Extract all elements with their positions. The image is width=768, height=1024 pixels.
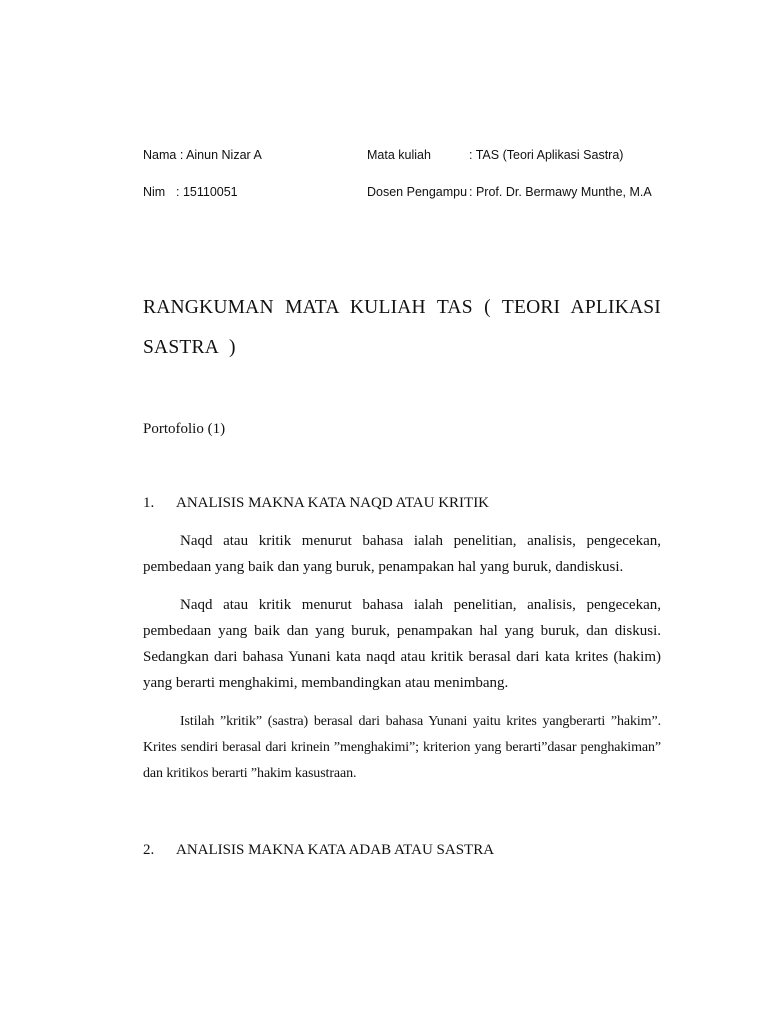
lecturer-value: : Prof. Dr. Bermawy Munthe, M.A [469, 185, 652, 199]
document-title: RANGKUMAN MATA KULIAH TAS ( TEORI APLIKASI SASTRA ) [143, 297, 661, 358]
portfolio-label: Portofolio (1) [143, 421, 226, 437]
section-number: 1. [143, 495, 155, 511]
section-title: ANALISIS MAKNA KATA ADAB ATAU SASTRA [176, 842, 495, 858]
student-id-value: : 15110051 [176, 185, 238, 199]
course-label: Mata kuliah [367, 148, 431, 162]
section-title: ANALISIS MAKNA KATA NAQD ATAU KRITIK [176, 495, 490, 511]
paragraph: Naqd atau kritik menurut bahasa ialah penelitian, analisis, pengecekan, pembedaan yang baik dan yang buruk, penampakan hal yang buruk, dan diskusi. Sedangkan dari bahasa Yunani kata naqd atau kritik berasal dari kata krites (hakim) yang berarti menghakimi, membandingkan atau menimbang. [143, 597, 661, 691]
section-heading [143, 493, 489, 513]
student-name: Nama : Ainun Nizar A [143, 148, 262, 162]
paragraph: Istilah ”kritik” (sastra) berasal dari bahasa Yunani yaitu krites yangberarti ”hakim”. Krites sendiri berasal dari krinein ”menghakimi”; kriterion yang berarti”dasar penghakiman” dan kritikos berarti ”hakim kasustraan. [143, 714, 661, 781]
section-number: 2. [143, 842, 155, 858]
paragraph: Naqd atau kritik menurut bahasa ialah penelitian, analisis, pengecekan, pembedaan yang baik dan yang buruk, penampakan hal yang buruk, dandiskusi. [143, 533, 661, 575]
course-value: : TAS (Teori Aplikasi Sastra) [469, 148, 624, 162]
student-id-label: Nim [143, 185, 166, 199]
section-heading [143, 840, 494, 860]
lecturer-label: Dosen Pengampu [367, 185, 468, 199]
